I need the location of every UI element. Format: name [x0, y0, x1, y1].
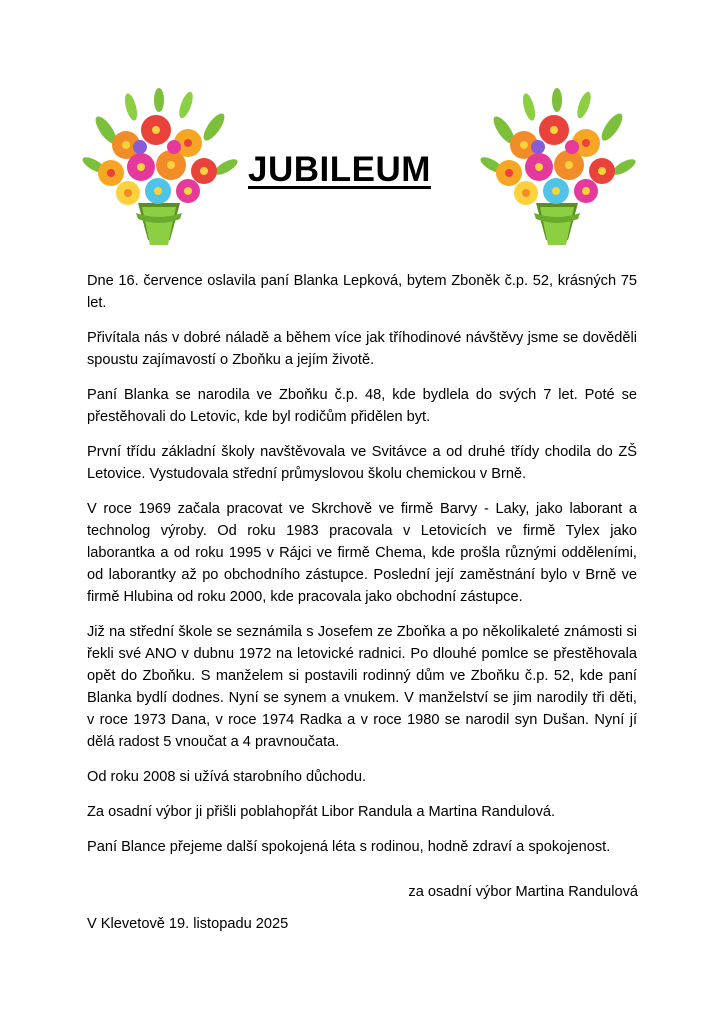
page-title: JUBILEUM — [248, 150, 431, 189]
paragraph-school: První třídu základní školy navštěvovala ve Svitávce a od druhé třídy chodila do ZŠ Letovice. Vystudovala střední průmyslovou školu chemickou v Brně. — [87, 444, 637, 482]
paragraph-wishes: Paní Blance přejeme další spokojená léta s rodinou, hodně zdraví a spokojenost. — [87, 839, 611, 855]
flower-bouquet-icon — [76, 85, 242, 251]
paragraph-birth: Paní Blanka se narodila ve Zboňku č.p. 48, kde bydlela do svých 7 let. Poté se přestěhovali do Letovic, kde byl rodičům přidělen byt. — [87, 387, 637, 425]
stems — [534, 203, 580, 245]
paragraph-retirement: Od roku 2008 si užívá starobního důchodu. — [87, 769, 367, 785]
paragraph-visit: Přivítala nás v dobré náladě a během více jak tříhodinové návštěvy jsme se dověděli spoustu zajímavostí o Zboňku a jejím životě. — [87, 330, 637, 368]
flower-bouquet-icon — [474, 85, 640, 251]
paragraph-family: Již na střední škole se seznámila s Josefem ze Zboňka a po několikaleté známosti si řekli své ANO v dubnu 1972 na letovické radnici. Po dlouhé pomlce se přestěhovala opět do Zboňku. S manželem si postavili rodinný dům ve Zboňku č.p. 52, kde paní Blanka bydlí dodnes. Nyní se synem a vnukem. V manželství se jim narodily tři děti, v roce 1973 Dana, v roce 1974 Radka a v roce 1980 se narodil syn Dušan. Nyní jí dělá radost 5 vnoučat a 4 pravnoučata. — [87, 624, 637, 750]
signature: za osadní výbor Martina Randulová — [408, 884, 638, 900]
flowers — [98, 115, 217, 205]
paragraph-intro: Dne 16. července oslavila paní Blanka Lepková, bytem Zboněk č.p. 52, krásných 75 let. — [87, 273, 637, 311]
flowers — [496, 115, 615, 205]
article-body — [87, 270, 637, 871]
paragraph-career: V roce 1969 začala pracovat ve Skrchově ve firmě Barvy - Laky, jako laborant a technolog výroby. Od roku 1983 pracovala v Letovicích ve firmě Tylex jako laborantka a od roku 1995 v Rájci ve firmě Chema, kde prošla různými odděleními, od laborantky až po obchodního zástupce. Poslední její zaměstnání bylo v Brně ve firmě Hlubina od roku 2000, kde pracovala jako obchodní zástupce. — [87, 501, 637, 605]
paragraph-congratulations: Za osadní výbor ji přišli poblahopřát Libor Randula a Martina Randulová. — [87, 804, 556, 820]
place-date: V Klevetově 19. listopadu 2025 — [87, 916, 289, 932]
stems — [136, 203, 182, 245]
